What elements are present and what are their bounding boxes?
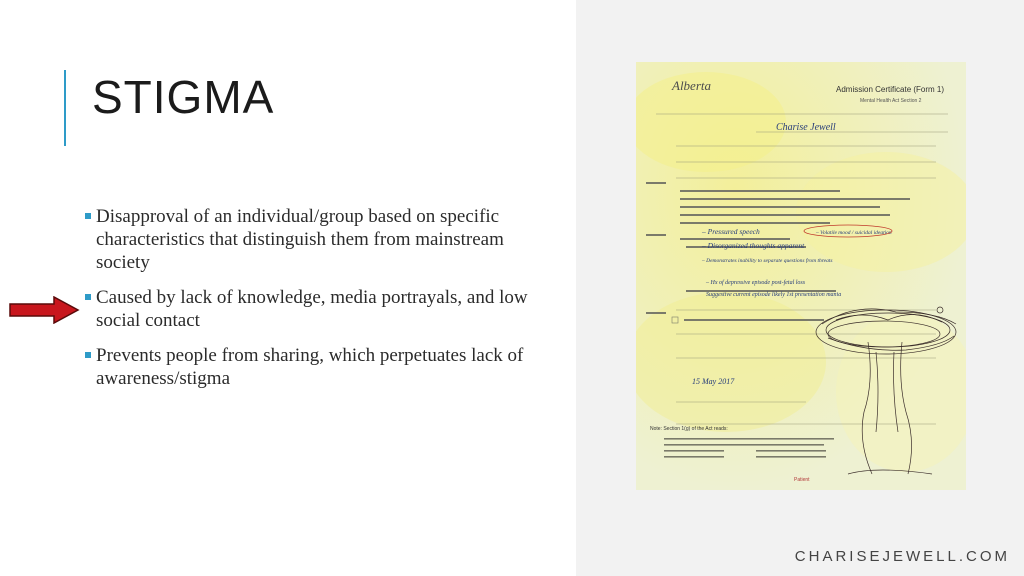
bullet-list bbox=[82, 205, 562, 402]
handwritten-line: – Pressured speech bbox=[702, 227, 760, 236]
admission-certificate-photo bbox=[636, 62, 966, 490]
handwritten-line: Suggestive current episode likely 1st presentation mania bbox=[706, 292, 842, 298]
alberta-logo: Alberta bbox=[672, 78, 711, 93]
bullet-item bbox=[82, 205, 562, 274]
bullet-marker-icon bbox=[85, 213, 91, 219]
website-footer: CHARISEJEWELL.COM bbox=[794, 548, 1010, 565]
handwritten-line: – Hx of depressive episode post-fetal loss bbox=[706, 280, 806, 286]
bullet-marker-icon bbox=[85, 352, 91, 358]
bullet-item bbox=[82, 344, 562, 390]
note-label: Note: Section 1(g) of the Act reads: bbox=[650, 426, 728, 432]
handwritten-line: – Disorganized thoughts apparent bbox=[702, 241, 805, 250]
handwritten-date: 15 May 2017 bbox=[692, 377, 735, 386]
form-subtitle: Mental Health Act Section 2 bbox=[860, 98, 922, 104]
handwritten-line: – Volatile mood / suicidal ideation bbox=[816, 230, 892, 236]
footer-stamp: Patient bbox=[794, 477, 810, 483]
bullet-text: Prevents people from sharing, which perpetuates lack of awareness/stigma bbox=[96, 345, 524, 389]
bullet-item bbox=[82, 286, 562, 332]
bullet-text: Disapproval of an individual/group based on specific characteristics that distinguish them from mainstream society bbox=[96, 206, 504, 273]
bullet-marker-icon bbox=[85, 294, 91, 300]
handwritten-line: – Demonstrates inability to separate questions from threats bbox=[702, 258, 833, 264]
slide-title: STIGMA bbox=[92, 71, 275, 123]
patient-name: Charise Jewell bbox=[776, 122, 836, 133]
title-accent-line bbox=[64, 70, 66, 146]
form-title: Admission Certificate (Form 1) bbox=[836, 85, 945, 94]
red-arrow-icon bbox=[8, 296, 80, 324]
bullet-text: Caused by lack of knowledge, media portrayals, and low social contact bbox=[96, 287, 528, 331]
